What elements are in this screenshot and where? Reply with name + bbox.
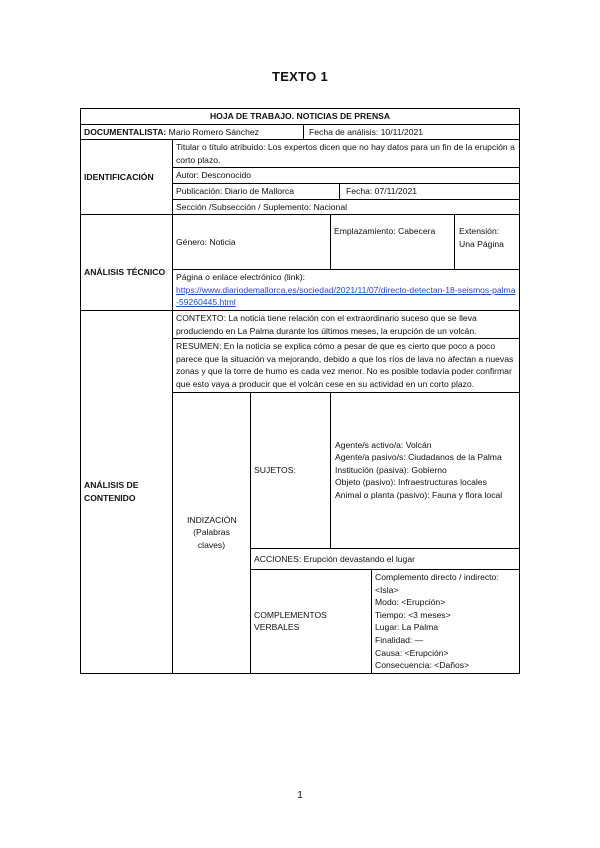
analisis-tecnico-label: ANÁLISIS TÉCNICO: [81, 215, 173, 311]
article-link[interactable]: https://www.diariodemallorca.es/sociedad/2021/11/07/directo-detectan-18-seismos-palma-59260445.html: [176, 284, 516, 308]
sujetos-list: [331, 392, 520, 548]
contexto-row: [81, 310, 520, 338]
link-label: Página o enlace electrónico (link):: [176, 272, 305, 283]
documentalista-row: [81, 124, 520, 140]
contexto: CONTEXTO: La noticia tiene relación con el extraordinario suceso que se lleva produciendo en La Palma durante los últimos meses, la erupción de un volcán.: [173, 310, 520, 338]
autor: Autor: Desconocido: [173, 168, 520, 184]
sujeto-item: Agente/a pasivo/s: Ciudadanos de la Palma: [335, 452, 502, 463]
publicacion: Publicación: Diario de Mallorca: [173, 184, 340, 199]
acciones: ACCIONES: Erupción devastando el lugar: [251, 548, 520, 570]
resumen: RESUMEN: En la noticia se explica cómo a pesar de que es cierto que poco a poco parece que la situación va mejorando, debido a que los ríos de lava no afectan a nuevas zonas y que la torre de humo es cada vez menor. No es posible todavía poder confirmar que esto vaya a producir que el volcán cese en su actividad en un corto plazo.: [173, 339, 520, 392]
complementos-label: COMPLEMENTOS VERBALES: [251, 570, 372, 674]
identificacion-label: IDENTIFICACIÓN: [81, 140, 173, 215]
complemento-item: Lugar: La Palma: [375, 622, 439, 633]
fecha-analisis: Fecha de análisis: 10/11/2021: [309, 126, 424, 137]
sheet-header: HOJA DE TRABAJO. NOTICIAS DE PRENSA: [81, 109, 520, 125]
tecnico-row: [81, 215, 520, 270]
header-row: [81, 109, 520, 125]
analisis-contenido-label: ANÁLISIS DE CONTENIDO: [81, 310, 173, 673]
page-number: 1: [297, 790, 303, 801]
documentalista-label: DOCUMENTALISTA:: [84, 126, 167, 137]
complemento-item: Causa: <Erupción>: [375, 647, 449, 658]
indizacion: INDIZACIÓN (Palabras claves): [173, 392, 251, 673]
emplazamiento: Emplazamiento: Cabecera: [331, 215, 455, 269]
page-title: TEXTO 1: [271, 69, 329, 84]
genero: Género: Noticia: [173, 215, 331, 270]
seccion: Sección /Subsección / Suplemento: Nacional: [173, 199, 520, 215]
complemento-item: Consecuencia: <Daños>: [375, 660, 470, 671]
sujeto-item: Agente/s activo/a: Volcán: [335, 439, 432, 450]
sujetos-label: SUJETOS:: [251, 392, 331, 548]
complemento-item: Modo: <Erupción>: [375, 597, 446, 608]
titular: Titular o título atribuido: Los expertos dicen que no hay datos para un fin de la erupción a corto plazo.: [173, 140, 520, 168]
fecha-publicacion: Fecha: 07/11/2021: [346, 185, 418, 196]
documentalista-value: Mario Romero Sánchez: [168, 126, 259, 137]
complemento-item: Tiempo: <3 meses>: [375, 609, 451, 620]
worksheet-table: [80, 108, 520, 674]
sujeto-item: Objeto (pasivo): Infraestructuras locales: [335, 477, 487, 488]
titular-row: [81, 140, 520, 168]
complementos-list: [372, 570, 520, 674]
complemento-item: Complemento directo / indirecto: <Isla>: [375, 572, 499, 595]
sujeto-item: Institución (pasiva): Gobierno: [335, 464, 447, 475]
sujeto-item: Animal o planta (pasivo): Fauna y flora local: [335, 489, 503, 500]
complemento-item: Finalidad: —: [375, 635, 424, 646]
extension: Extensión: Una Página: [459, 226, 504, 249]
